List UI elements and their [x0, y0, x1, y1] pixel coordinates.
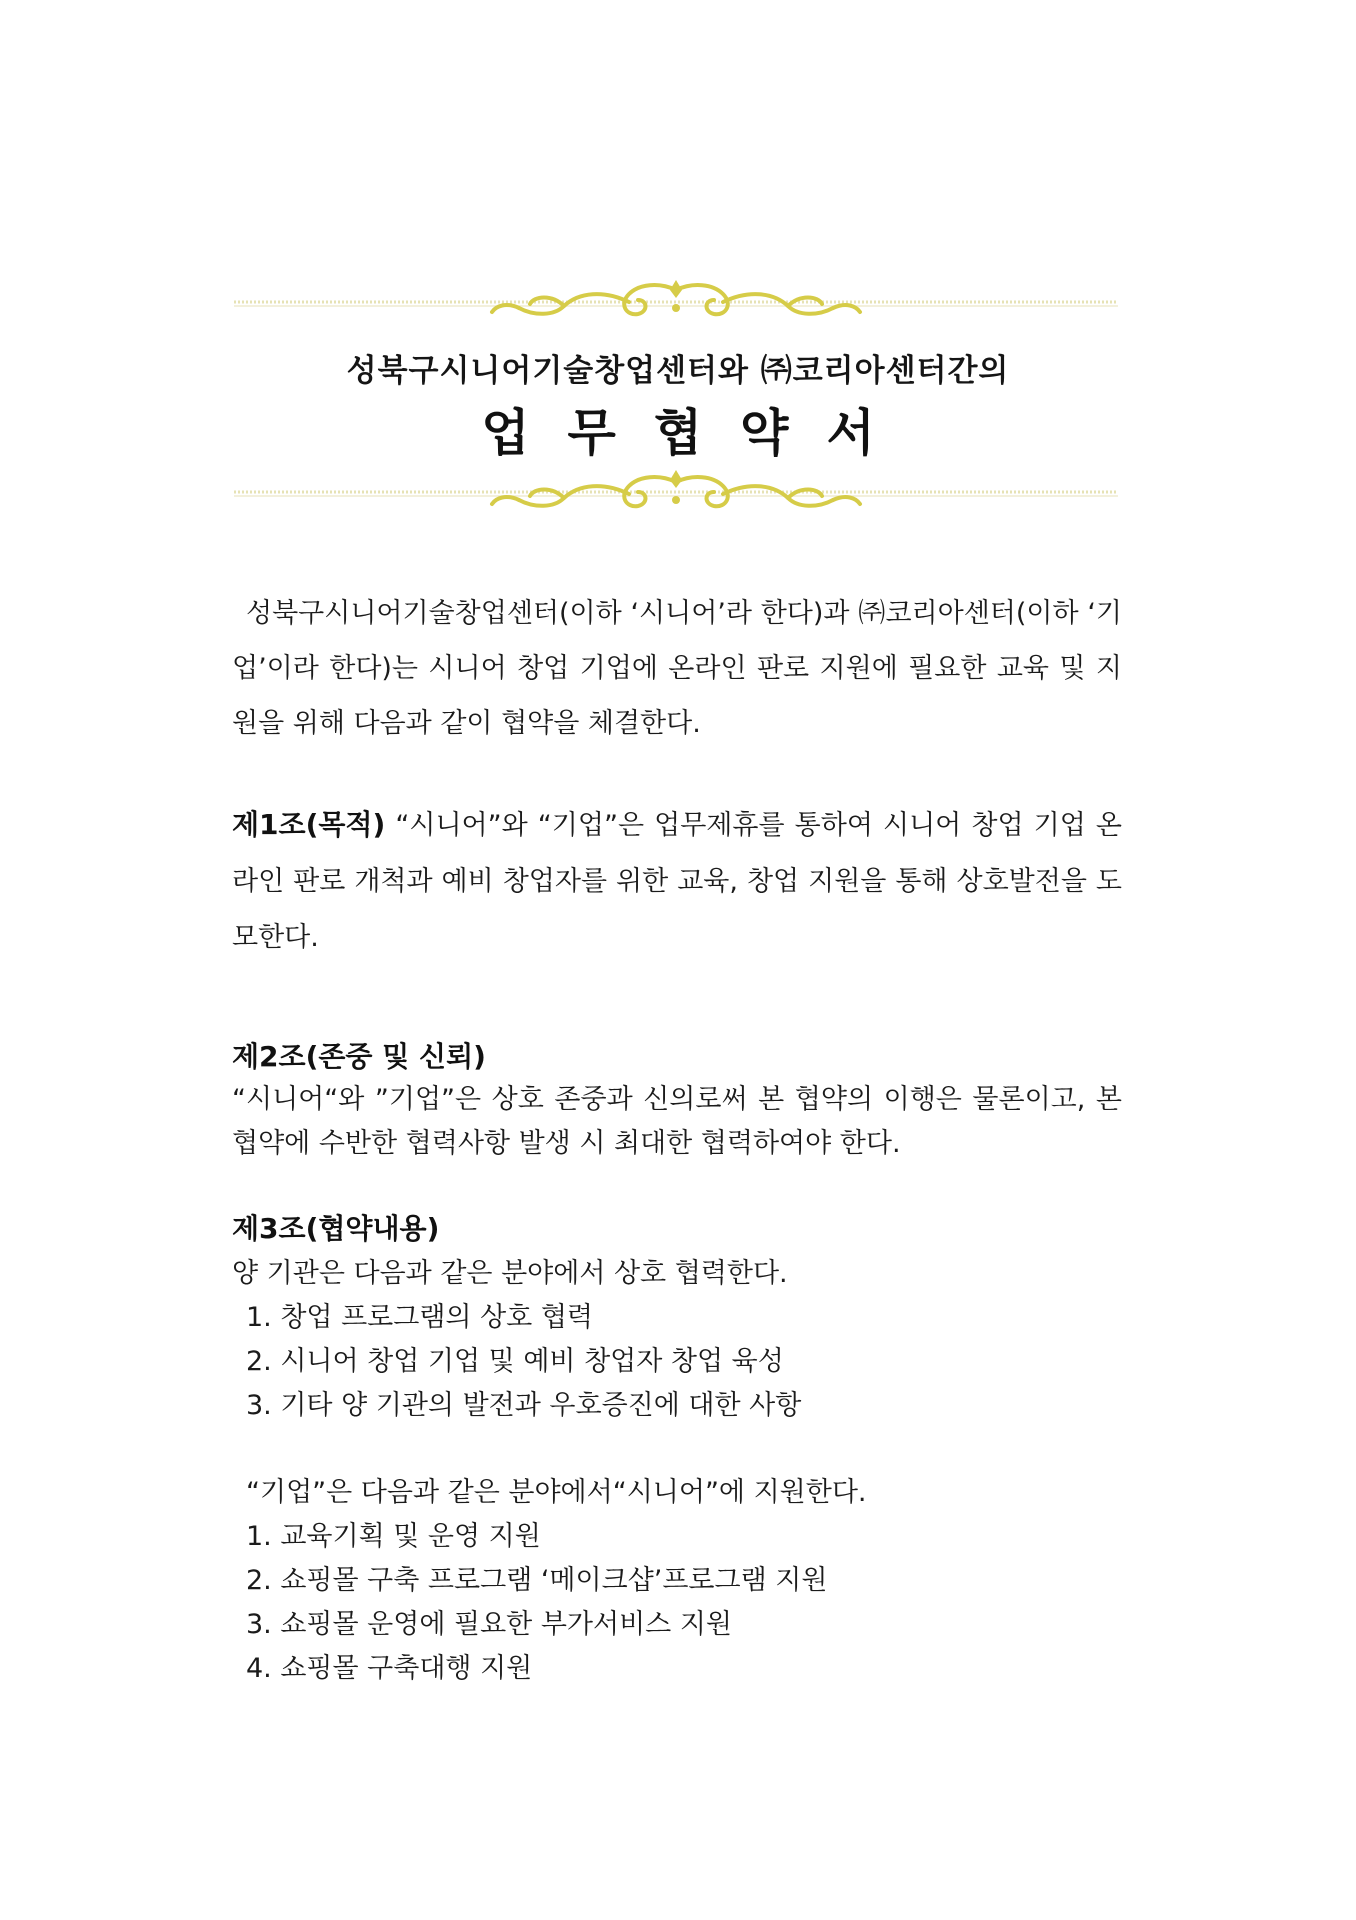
article-3-body: [232, 1252, 1122, 1428]
article-1: [232, 797, 1122, 966]
company-support-block: [232, 1471, 1122, 1691]
list-item: 2. 시니어 창업 기업 및 예비 창업자 창업 육성: [246, 1346, 784, 1377]
article-2-text: “시니어“와 ”기업”은 상호 존중과 신의로써 본 협약의 이행은 물론이고, 본 협약에 수반한 협력사항 발생 시 최대한 협력하여야 한다.: [232, 1084, 1122, 1159]
article-3-heading: 제3조(협약내용): [232, 1212, 440, 1245]
list-item: 3. 쇼핑몰 운영에 필요한 부가서비스 지원: [246, 1609, 732, 1640]
article-1-text: “시니어”와 “기업”은 업무제휴를 통하여 시니어 창업 기업 온라인 판로 개척과 예비 창업자를 위한 교육, 창업 지원을 통해 상호발전을 도모한다.: [232, 810, 1122, 953]
article-1-heading: 제1조(목적): [232, 808, 386, 841]
list-item: 3. 기타 양 기관의 발전과 우호증진에 대한 사항: [246, 1390, 802, 1421]
article-3-intro: 양 기관은 다음과 같은 분야에서 상호 협력한다.: [232, 1258, 788, 1289]
list-item: 4. 쇼핑몰 구축대행 지원: [246, 1653, 533, 1684]
list-item: 1. 창업 프로그램의 상호 협력: [246, 1302, 593, 1333]
document-subtitle: 성북구시니어기술창업센터와 ㈜코리아센터간의: [346, 353, 1010, 389]
article-3-list: [232, 1296, 1122, 1428]
decorative-ornament-top-icon: [234, 272, 1118, 332]
list-item: 1. 교육기획 및 운영 지원: [246, 1521, 541, 1552]
document-title: 업무협약서: [481, 404, 913, 462]
article-2-heading: 제2조(존중 및 신뢰): [232, 1040, 486, 1073]
decorative-ornament-bottom-icon: [234, 456, 1118, 516]
intro-paragraph: 성북구시니어기술창업센터(이하 ‘시니어’라 한다)과 ㈜코리아센터(이하 ‘기업’이라 한다)는 시니어 창업 기업에 온라인 판로 지원에 필요한 교육 및 지원을 위해 다음과 같이 협약을 체결한다.: [232, 598, 1122, 739]
list-item: 2. 쇼핑몰 구축 프로그램 ‘메이크샵’프로그램 지원: [246, 1565, 828, 1596]
company-support-intro: “기업”은 다음과 같은 분야에서“시니어”에 지원한다.: [246, 1477, 867, 1508]
company-support-list: [232, 1515, 1122, 1691]
